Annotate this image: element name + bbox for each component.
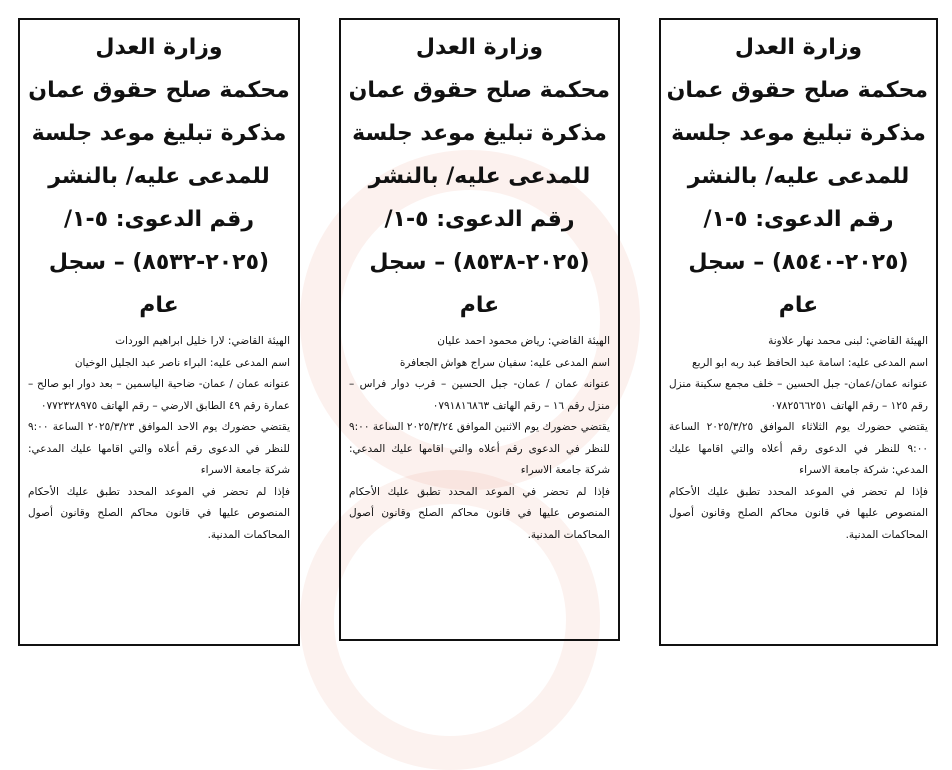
notice-middle bbox=[339, 18, 620, 641]
notice-body bbox=[349, 331, 610, 546]
defendant-line: اسم المدعى عليه: اسامة عبد الحافظ عبد ربه ابو الربع bbox=[692, 356, 928, 369]
notice-right bbox=[659, 18, 938, 646]
case-number-value: (٢٠٢٥-٨٥٤٠) – سجل bbox=[688, 250, 909, 275]
warning-line: فإذا لم تحضر في الموعد المحدد تطبق عليك الأحكام المنصوص عليها في قانون محاكم الصلح وقانون أصول المحاكمات المدنية. bbox=[349, 485, 610, 541]
address-line: عنوانه عمان / عمان- ضاحية الياسمين – بعد دوار ابو صالح – عمارة رقم ٤٩ الطابق الارضي – رقم الهاتف ٠٧٧٢٣٢٨٩٧٥ bbox=[28, 378, 290, 412]
notice-body bbox=[28, 331, 290, 546]
case-register: عام bbox=[139, 293, 179, 318]
notice-recipient: للمدعى عليه/ بالنشر bbox=[687, 164, 910, 189]
warning-line: فإذا لم تحضر في الموعد المحدد تطبق عليك الأحكام المنصوص عليها في قانون محاكم الصلح وقانون أصول المحاكمات المدنية. bbox=[669, 485, 928, 541]
hearing-line: يقتضي حضورك يوم الاثنين الموافق ٢٠٢٥/٣/٢٤ الساعة ٩:٠٠ للنظر في الدعوى رقم أعلاه والتي اقامها عليك المدعي: شركة جامعة الاسراء bbox=[349, 421, 610, 476]
judge-line: الهيئة القاضي: رياض محمود احمد عليان bbox=[437, 335, 610, 347]
ministry-title: وزارة العدل bbox=[415, 35, 544, 60]
case-number-label: رقم الدعوى: ٥-١/ bbox=[703, 207, 894, 232]
notice-recipient: للمدعى عليه/ بالنشر bbox=[368, 164, 591, 189]
case-number-label: رقم الدعوى: ٥-١/ bbox=[384, 207, 575, 232]
case-register: عام bbox=[459, 293, 500, 318]
defendant-line: اسم المدعى عليه: البراء ناصر عبد الجليل الوخيان bbox=[74, 356, 290, 369]
address-line: عنوانه عمان/عمان- جبل الحسين – خلف مجمع سكينة منزل رقم ١٢٥ – رقم الهاتف ٠٧٨٢٥٦٦٢٥١ bbox=[669, 378, 928, 412]
case-number-label: رقم الدعوى: ٥-١/ bbox=[64, 207, 254, 232]
notice-type: مذكرة تبليغ موعد جلسة bbox=[31, 121, 287, 146]
ministry-title: وزارة العدل bbox=[95, 35, 223, 60]
defendant-line: اسم المدعى عليه: سفيان سراج هواش الجعافرة bbox=[399, 356, 610, 369]
notice-recipient: للمدعى عليه/ بالنشر bbox=[48, 164, 270, 189]
court-name: محكمة صلح حقوق عمان bbox=[28, 78, 290, 103]
judge-line: الهيئة القاضي: لبنى محمد نهار علاونة bbox=[768, 335, 928, 347]
notice-type: مذكرة تبليغ موعد جلسة bbox=[671, 121, 926, 146]
case-number-value: (٢٠٢٥-٨٥٣٢) – سجل bbox=[48, 250, 270, 275]
notice-type: مذكرة تبليغ موعد جلسة bbox=[352, 121, 607, 146]
court-name: محكمة صلح حقوق عمان bbox=[348, 78, 610, 103]
notice-left bbox=[18, 18, 300, 646]
case-register: عام bbox=[778, 293, 819, 318]
hearing-line: يقتضي حضورك يوم الاحد الموافق ٢٠٢٥/٣/٢٣ الساعة ٩:٠٠ للنظر في الدعوى رقم أعلاه والتي اقامها عليك المدعي: شركة جامعة الاسراء bbox=[28, 421, 290, 476]
ministry-title: وزارة العدل bbox=[734, 35, 863, 60]
warning-line: فإذا لم تحضر في الموعد المحدد تطبق عليك الأحكام المنصوص عليها في قانون محاكم الصلح وقانون أصول المحاكمات المدنية. bbox=[28, 485, 290, 541]
judge-line: الهيئة القاضي: لارا خليل ابراهيم الوردات bbox=[115, 335, 290, 347]
case-number-value: (٢٠٢٥-٨٥٣٨) – سجل bbox=[369, 250, 590, 275]
address-line: عنوانه عمان / عمان- جبل الحسين – قرب دوار فراس – منزل رقم ١٦ – رقم الهاتف ٠٧٩١٨١٦٨٦٣ bbox=[349, 378, 610, 412]
court-name: محكمة صلح حقوق عمان bbox=[666, 78, 928, 103]
notice-body bbox=[669, 331, 928, 546]
hearing-line: يقتضي حضورك يوم الثلاثاء الموافق ٢٠٢٥/٣/٢٥ الساعة ٩:٠٠ للنظر في الدعوى رقم أعلاه والتي اقامها عليك المدعي: شركة جامعة الاسراء bbox=[669, 421, 928, 476]
